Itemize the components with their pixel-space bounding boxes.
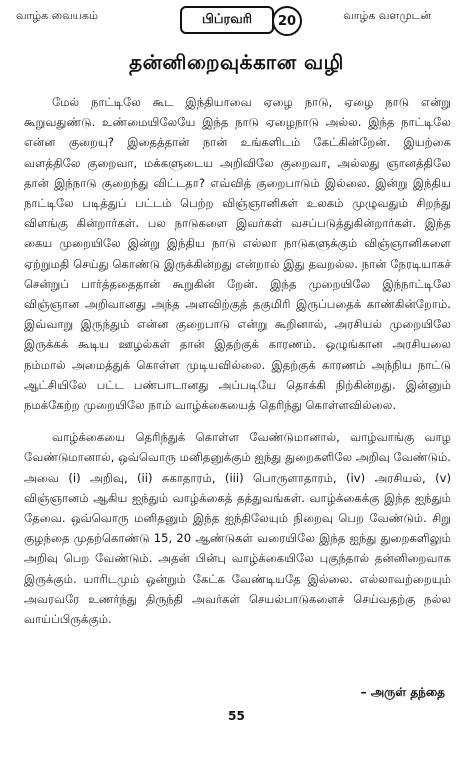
header-left-text: வாழ்க வையகம் [16, 9, 98, 22]
page-title: தன்னிறைவுக்கான வழி [129, 50, 344, 74]
paragraph-2: வாழ்க்கையை தெரிந்துக் கொள்ள வேண்டுமானால், வாழ்வாங்கு வாழ வேண்டுமானால், ஒவ்வொரு மனிதனுக்கும் ஐந்து துறைகளிலே அறிவு வேண்டும். அவை (i) அறிவு, (ii) சுகாதாரம், (iii) பொருளாதாரம், (iv) அரசியல், (v) விஞ்ஞானம் ஆகிய ஐந்தும் வாழ்க்கைத் தத்துவங்கள். வாழ்க்கைக்கு இந்த ஐந்தும் தேவை. ஒவ்வொரு மனிதனும் இந்த ஐந்திலேயும் நிறைவு பெற வேண்டும். சிறு குழந்தை முதற்கொண்டு 15, 20 ஆண்டுகள் வரையிலே இந்த ஐந்து துறைகளிலும் அறிவு பெற வேண்டும். அதன் பின்பு வாழ்க்கையிலே புகுந்தால் தன்னிறைவாக இருக்கும். யாரிடமும் ஒன்றும் கேட்க வேண்டியதே இல்லை. எல்லாவற்றையும் அவரவரே உணர்ந்து திருந்தி அவர்கள் செயல்பாடுகளைச் செய்வதற்கு நல்ல வாய்ப்பிருக்கும். [24, 430, 451, 627]
month-label-box: பிப்ரவரி [180, 6, 274, 34]
page-header [12, 6, 461, 36]
day-number-circle: 20 [272, 6, 302, 36]
page-number: 55 [228, 709, 245, 723]
header-right-text: வாழ்க வளமுடன் [343, 9, 431, 22]
paragraph-1: மேல் நாட்டிலே கூட இந்தியாவை ஏழை நாடு, ஏழை நாடு என்று கூறுவதுண்டு. உண்மையிலேயே இந்த நாடு ஏழைநாடு அல்ல. இந்த நாட்டிலே என்ன குறையு? இதைத்தான் நான் உங்களிடம் கேட்கின்றேன். இயற்கை வளத்திலே குறைவா, மக்களுடைய அறிவிலே குறைவா, அல்லது ஞானத்திலே தான் இந்நாடு குறைந்து விட்டதா? எவ்வித் குறைபாடும் இல்லை. இன்று இந்திய நாட்டிலே படித்துப் பட்டம் பெற்ற விஞ்ஞானிகள் உலகம் முழுவதும் சிறந்து விளங்கு கின்றார்கள். பல நாடுகளை இவர்கள் வசப்படுத்துகின்றார்கள். இந்த கைய முறையிலே இன்று இந்திய நாடு எல்லா நாடுகளுக்கும் விஞ்ஞானிகளை ஏற்றுமதி செய்து கொண்டு இருக்கின்றது என்றால் இது தவறல்ல. நான் நேரடியாகச் சென்றுப் பார்த்ததைதான் கூறுகின் றேன். இந்த முறையிலே இந்நாட்டிலே விஞ்ஞான அறிவானது அந்த அளவிற்குத் தகுமிரி இருப்பதைக் காண்கின்றோம். இவ்வாறு இருந்தும் என்ன குறைபாடு என்று கூறினால், அரசியல் முறையிலே இருக்கக் கூடிய ஊழல்கள் தான் இதற்குக் காரணம். ஒழுங்கான அரசியலை நம்மால் அமைத்துக் கொள்ள முடியவில்லை. இதற்குக் காரணம் அந்நிய நாட்டு ஆட்சியிலே பட்ட பண்பாடானது அப்படியே தொக்கி நிற்கின்றது. இன்னும் நமக்கேற்ற முறையிலே நாம் வாழ்க்கையைத் தெரிந்து கொள்ளவில்லை. [24, 95, 451, 413]
article-body [24, 92, 451, 629]
author-signature: – அருள் தந்தை [360, 685, 445, 699]
